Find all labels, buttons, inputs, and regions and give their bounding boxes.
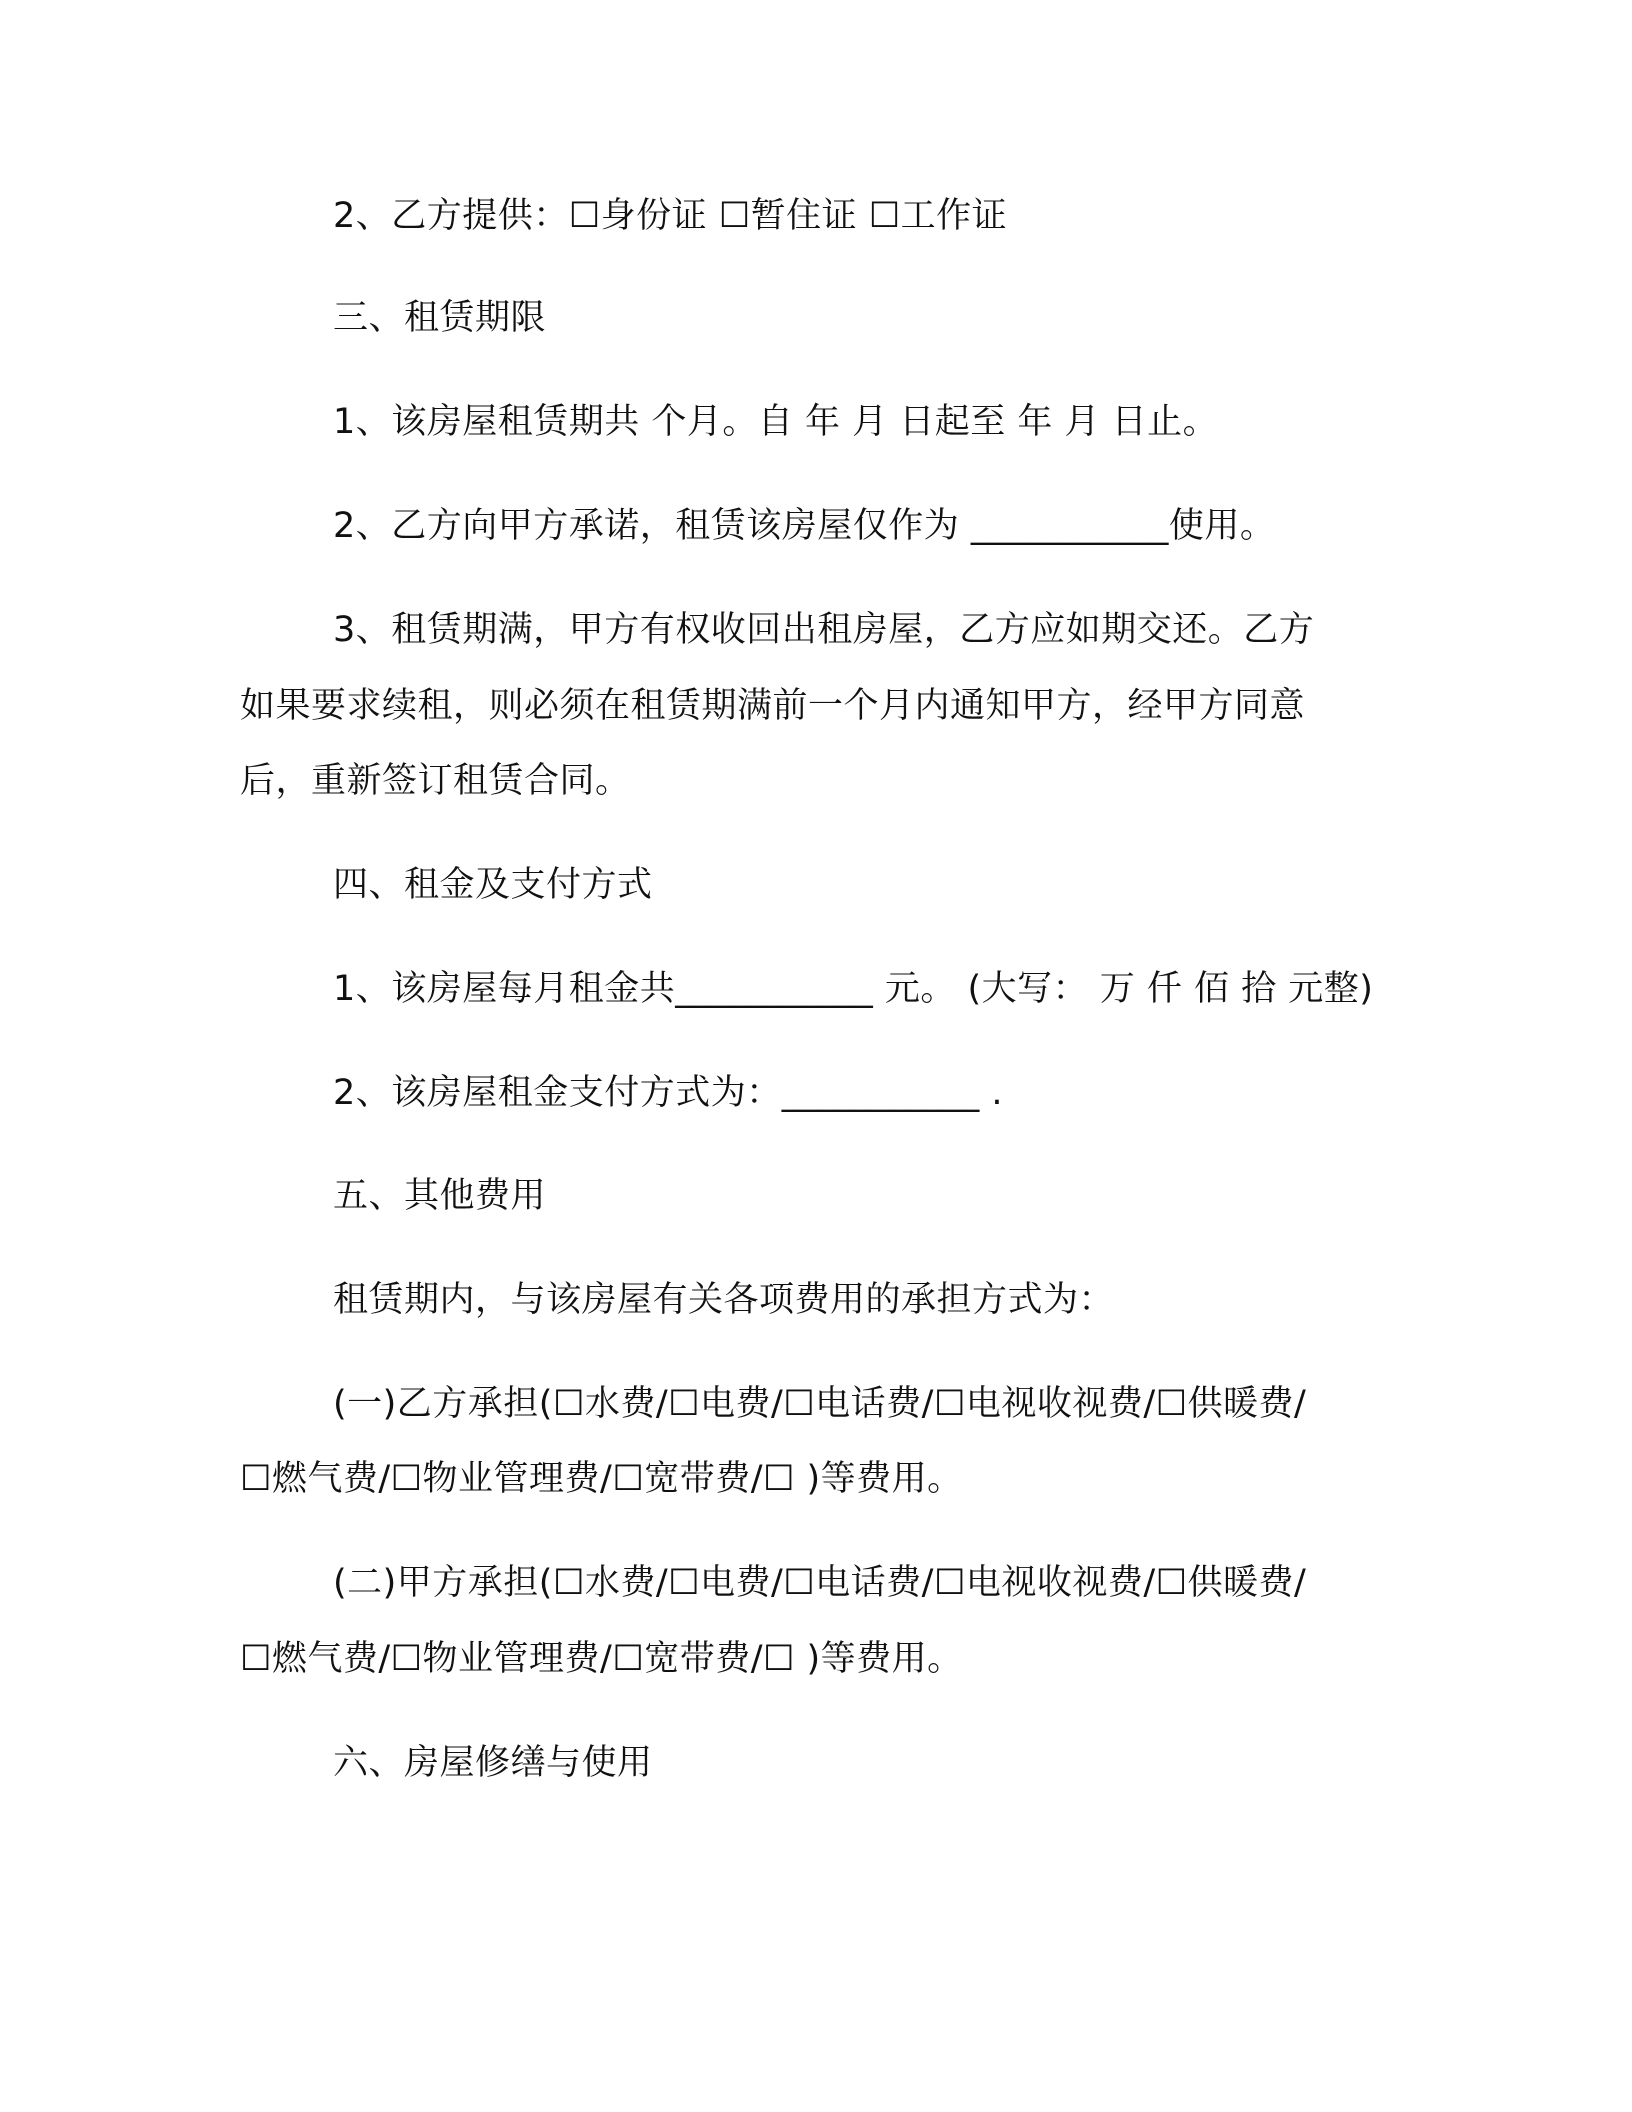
section-heading-lease-term: 三、租赁期限	[333, 298, 547, 338]
clause-payment-method: 2、该房屋租金支付方式为：___________ .	[333, 1073, 1004, 1113]
section-heading-repair-use: 六、房屋修缮与使用	[333, 1743, 653, 1783]
clause-tenant-fees-line-2: ☐燃气费/☐物业管理费/☐宽带费/☐ )等费用。	[240, 1459, 963, 1499]
clause-landlord-fees-line-2: ☐燃气费/☐物业管理费/☐宽带费/☐ )等费用。	[240, 1639, 963, 1679]
clause-lease-expiry-line-3: 后，重新签订租赁合同。	[240, 761, 631, 801]
clause-lease-expiry-line-1: 3、租赁期满，甲方有权收回出租房屋，乙方应如期交还。乙方	[333, 610, 1315, 650]
clause-tenant-fees-line-1: (一)乙方承担(☐水费/☐电费/☐电话费/☐电视收视费/☐供暖费/	[333, 1384, 1307, 1424]
clause-lease-period: 1、该房屋租赁期共 个月。自 年 月 日起至 年 月 日止。	[333, 402, 1219, 442]
clause-fee-bearing-intro: 租赁期内，与该房屋有关各项费用的承担方式为：	[333, 1280, 1115, 1320]
clause-tenant-documents: 2、乙方提供：☐身份证 ☐暂住证 ☐工作证	[333, 196, 1008, 236]
clause-landlord-fees-line-1: (二)甲方承担(☐水费/☐电费/☐电话费/☐电视收视费/☐供暖费/	[333, 1563, 1307, 1603]
clause-usage-purpose: 2、乙方向甲方承诺，租赁该房屋仅作为 ___________使用。	[333, 506, 1276, 546]
section-heading-rent-payment: 四、租金及支付方式	[333, 865, 653, 905]
clause-monthly-rent: 1、该房屋每月租金共___________ 元。 (大写： 万 仟 佰 拾 元整)	[333, 969, 1374, 1009]
clause-lease-expiry-line-2: 如果要求续租，则必须在租赁期满前一个月内通知甲方，经甲方同意	[240, 686, 1306, 726]
section-heading-other-fees: 五、其他费用	[333, 1176, 547, 1216]
